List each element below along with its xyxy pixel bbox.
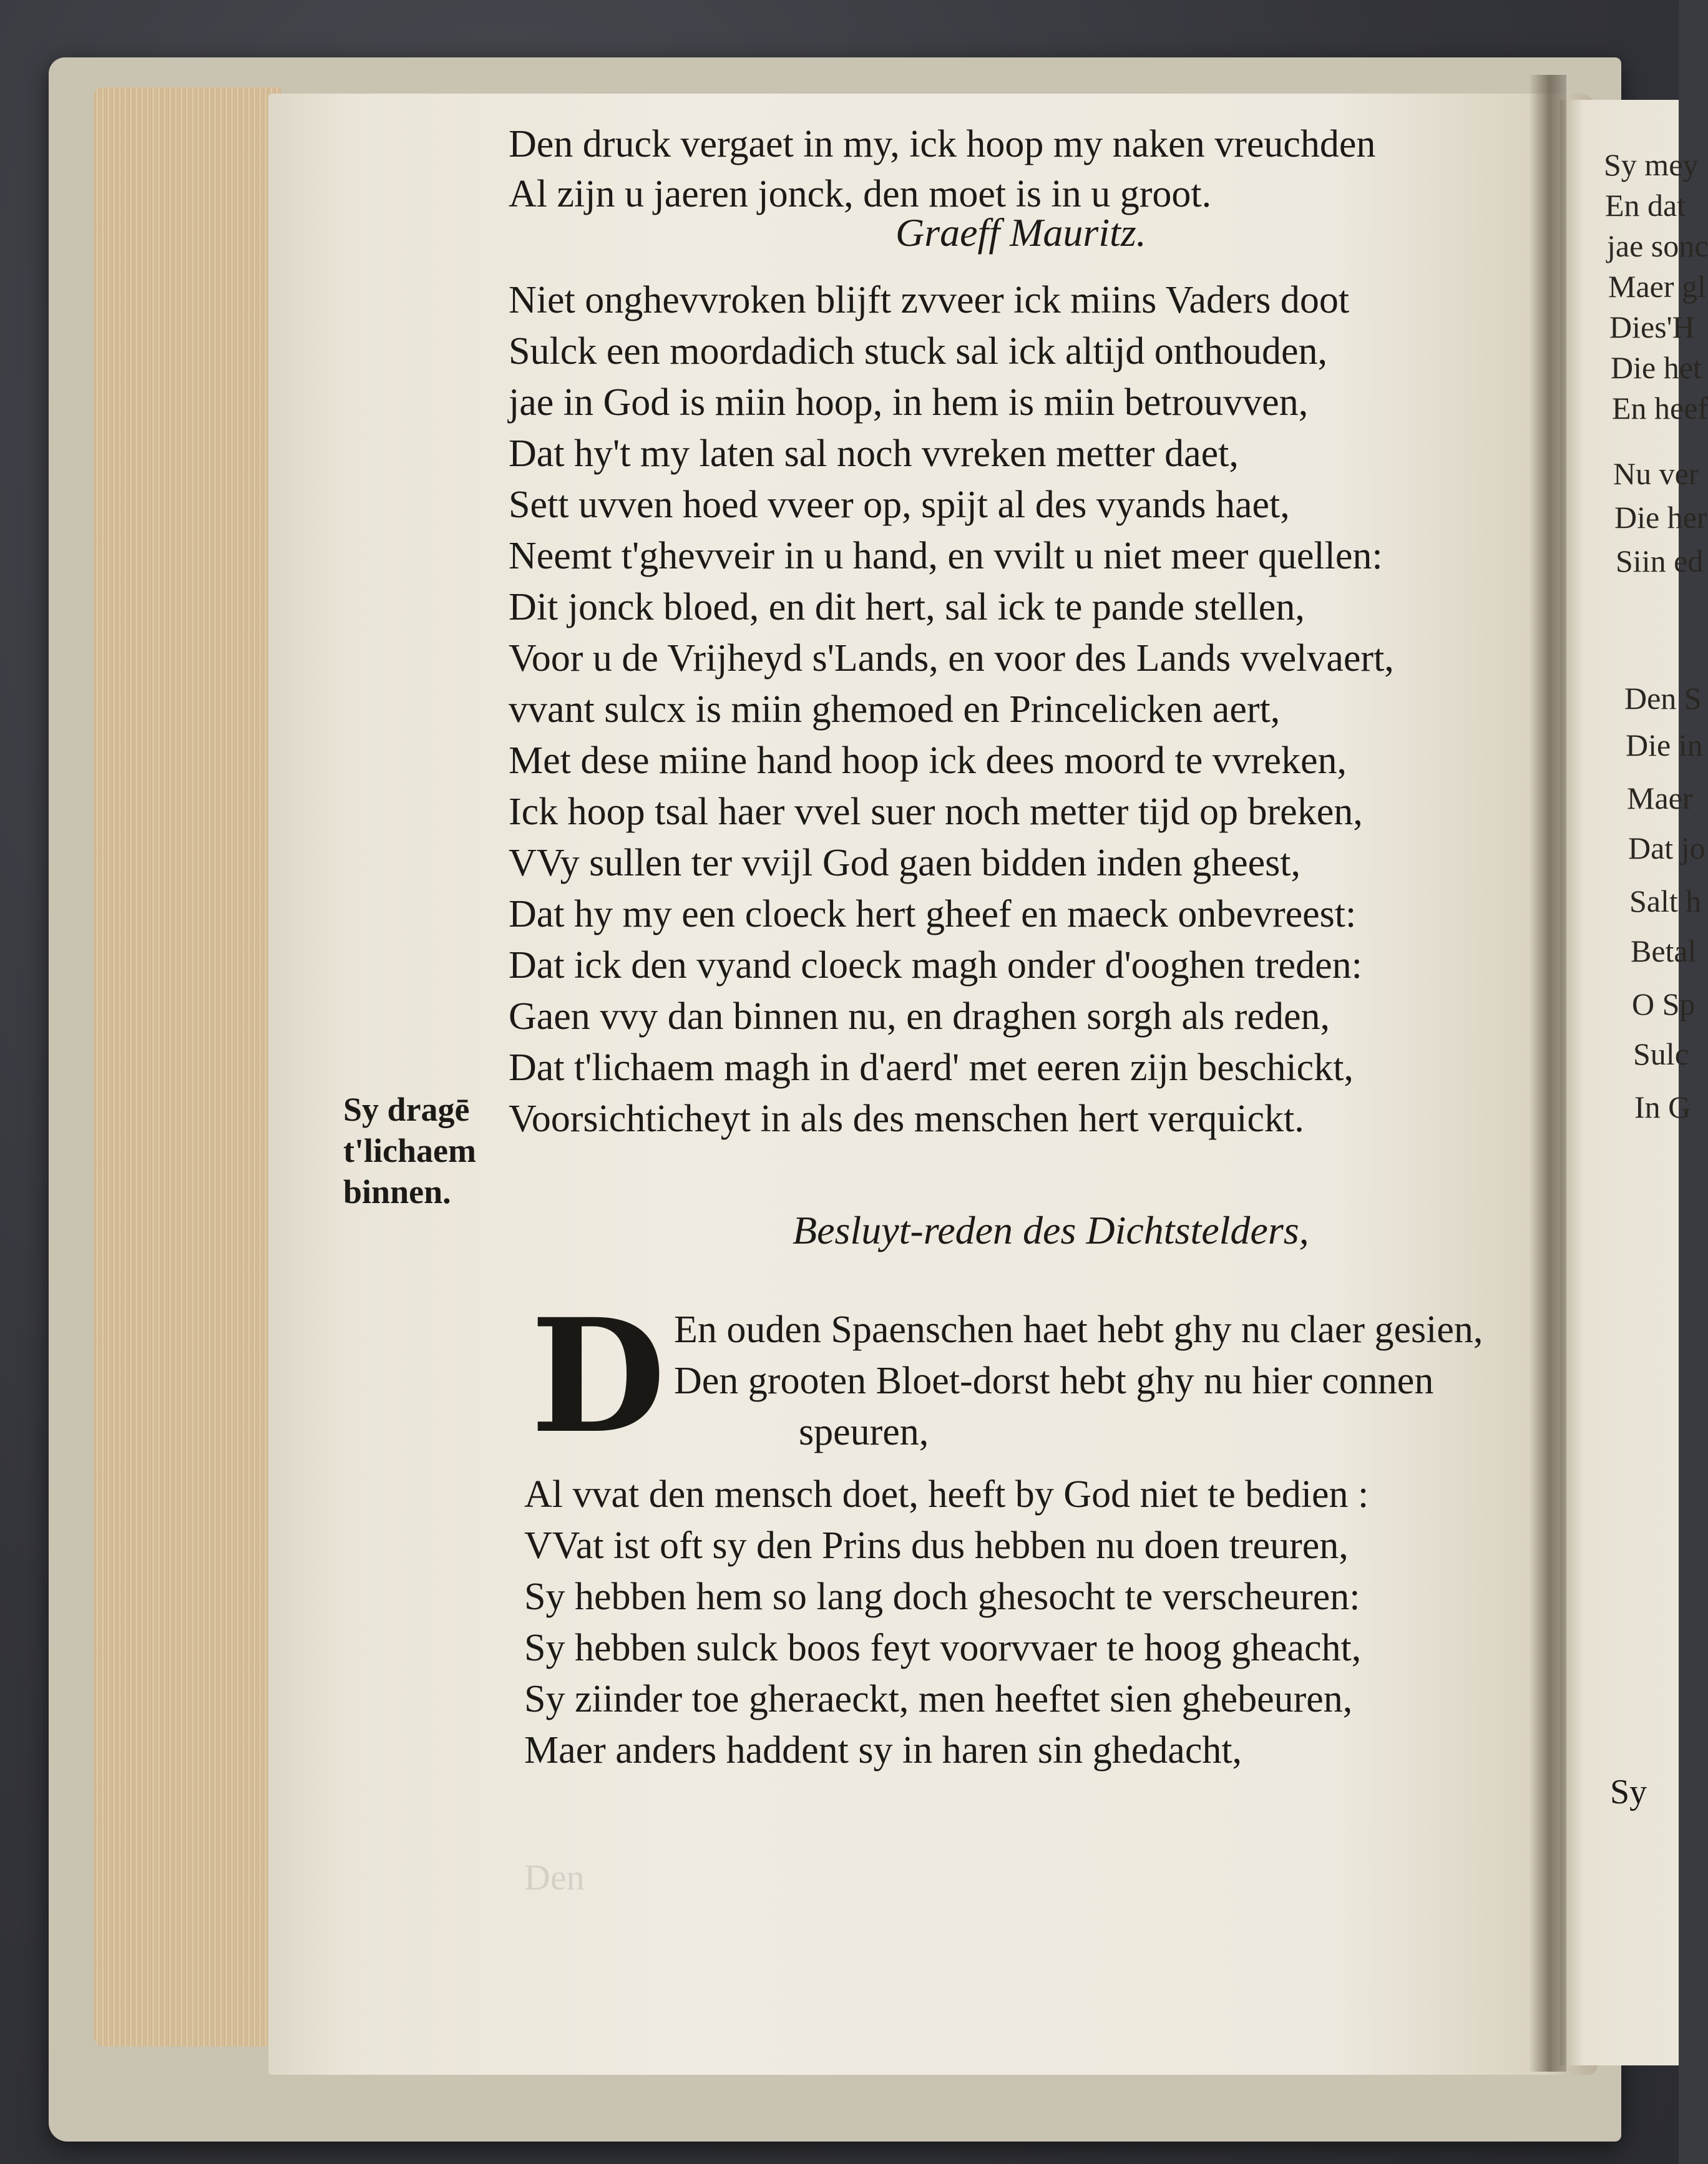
verse-line: Dat ick den vyand cloeck magh onder d'ooghen treden:: [509, 944, 1362, 987]
next-page-line: Salt h: [1629, 884, 1702, 919]
next-page-line: Sy mey: [1604, 147, 1699, 182]
catchword: Sy: [1610, 1773, 1647, 1811]
verse-line: Maer anders haddent sy in haren sin ghedacht,: [524, 1729, 1242, 1772]
verse-line: jae in God is miin hoop, in hem is miin betrouvven,: [509, 381, 1309, 424]
verse-line: Sulck een moordadich stuck sal ick altijd onthouden,: [509, 330, 1328, 373]
next-page-line: Die in: [1626, 728, 1703, 763]
bleed-through-text: Den: [524, 1857, 585, 1898]
next-page-line: Betal: [1631, 933, 1697, 968]
next-page-line: Maer gl: [1608, 269, 1706, 304]
next-page-line: Dies'H: [1609, 309, 1695, 344]
verse-line: Dat hy my een cloeck hert gheef en maeck onbevreest:: [509, 893, 1357, 935]
margin-note-line: binnen.: [343, 1173, 451, 1211]
next-page-line: O Sp: [1632, 987, 1696, 1021]
verse-line: Sett uvven hoed vveer op, spijt al des vyands haet,: [509, 484, 1290, 526]
margin-note-line: Sy dragē: [343, 1091, 470, 1128]
verse-line: Met dese miine hand hoop ick dees moord te vvreken,: [509, 739, 1347, 782]
verse-line: En ouden Spaenschen haet hebt ghy nu claer gesien,: [674, 1309, 1483, 1351]
book-gutter: [1529, 75, 1566, 2072]
verse-line: Sy hebben sulck boos feyt voorvvaer te hoog gheacht,: [524, 1627, 1362, 1669]
verse-line: Voorsichticheyt in als des menschen hert verquickt.: [509, 1098, 1304, 1140]
next-page-line: Sulc: [1633, 1036, 1689, 1071]
verse-line: Ick hoop tsal haer vvel suer noch metter tijd op breken,: [509, 791, 1363, 833]
verse-line: Dit jonck bloed, en dit hert, sal ick te pande stellen,: [509, 586, 1305, 628]
verse-line: speuren,: [799, 1411, 929, 1453]
verse-line: Neemt t'ghevveir in u hand, en vvilt u niet meer quellen:: [509, 535, 1383, 577]
verse-line: Al vvat den mensch doet, heeft by God niet te bedien :: [524, 1473, 1369, 1516]
verse-line: VVy sullen ter vvijl God gaen bidden inden gheest,: [509, 842, 1301, 884]
speaker-heading: Graeff Mauritz.: [895, 210, 1146, 255]
next-page-line: En dat: [1605, 188, 1686, 223]
next-page-line: Dat jo: [1628, 831, 1706, 865]
next-page-line: Siin ed: [1616, 543, 1704, 578]
next-page-line: Die het: [1611, 350, 1702, 385]
conclusion-heading: Besluyt-reden des Dichtstelders,: [793, 1208, 1309, 1252]
next-page-line: Den S: [1624, 681, 1702, 716]
next-page-line: Nu ver: [1613, 456, 1699, 491]
next-page-line: Maer: [1627, 781, 1693, 816]
next-page-line: jae sonc: [1607, 228, 1708, 263]
verse-line: Sy hebben hem so lang doch ghesocht te verscheuren:: [524, 1576, 1360, 1618]
verse-line: Dat hy't my laten sal noch vvreken metter daet,: [509, 432, 1239, 475]
verse-line: Den grooten Bloet-dorst hebt ghy nu hier connen: [674, 1360, 1434, 1402]
verse-line: Dat t'lichaem magh in d'aerd' met eeren zijn beschickt,: [509, 1046, 1354, 1089]
margin-note-line: t'lichaem: [343, 1132, 476, 1169]
verse-line: Sy ziinder toe gheraeckt, men heeftet sien ghebeuren,: [524, 1678, 1353, 1720]
next-page-line: En heef: [1612, 391, 1708, 426]
margin-note: [343, 1089, 476, 1212]
verse-line: Voor u de Vrijheyd s'Lands, en voor des Lands vvelvaert,: [509, 637, 1394, 680]
verse-line: vvant sulcx is miin ghemoed en Princelicken aert,: [509, 688, 1281, 731]
next-page-line: Die her: [1614, 500, 1707, 535]
verse-line: Al zijn u jaeren jonck, den moet is in u groot.: [509, 173, 1212, 215]
verse-line: Niet onghevvroken blijft zvveer ick miins Vaders doot: [509, 279, 1350, 321]
verse-line: VVat ist oft sy den Prins dus hebben nu doen treuren,: [524, 1524, 1349, 1567]
verse-line: Gaen vvy dan binnen nu, en draghen sorgh als reden,: [509, 995, 1330, 1038]
page-edges: [94, 87, 281, 2047]
verse-line: Den druck vergaet in my, ick hoop my naken vreuchden: [509, 123, 1376, 165]
next-page-line: In G: [1634, 1089, 1691, 1124]
drop-cap: D: [530, 1284, 666, 1468]
